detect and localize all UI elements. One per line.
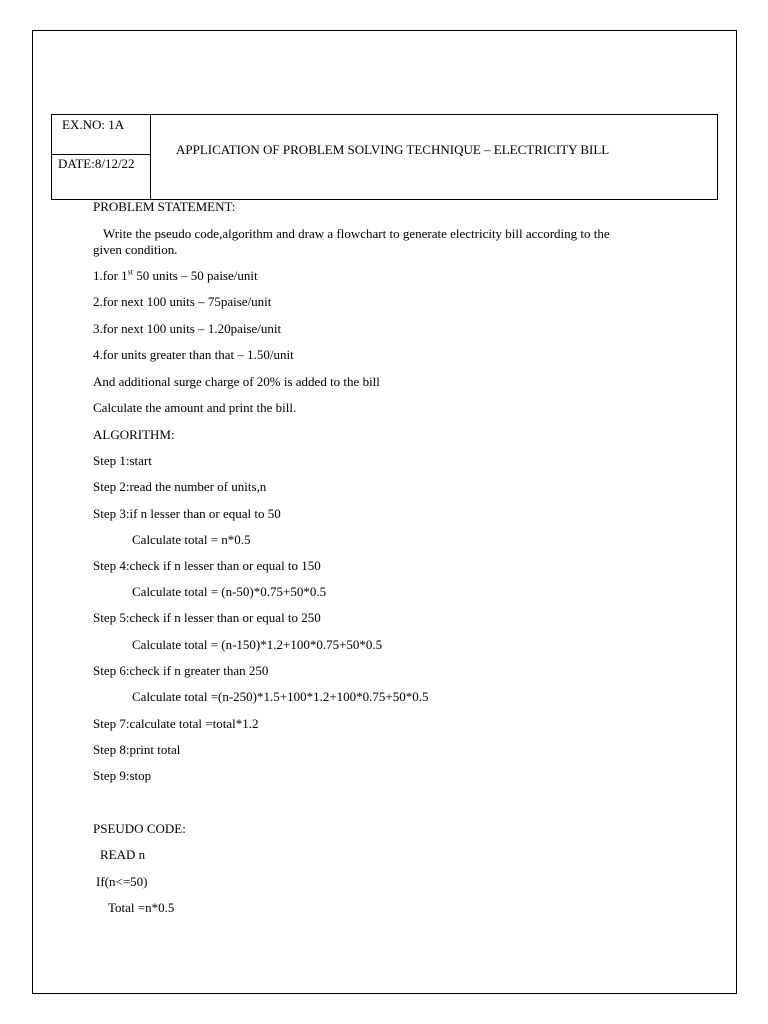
algorithm-step-8: Step 8:print total — [93, 742, 181, 757]
algorithm-step-7: Step 7:calculate total =total*1.2 — [93, 716, 259, 731]
condition-1 — [93, 268, 258, 284]
algorithm-heading: ALGORITHM: — [93, 427, 175, 442]
algorithm-step-3: Step 3:if n lesser than or equal to 50 — [93, 506, 281, 521]
algorithm-step-3-calc: Calculate total = n*0.5 — [132, 532, 251, 547]
problem-intro-line1: Write the pseudo code,algorithm and draw a flowchart to generate electricity bill according to the — [103, 226, 610, 241]
condition-2: 2.for next 100 units – 75paise/unit — [93, 294, 272, 309]
exercise-date: DATE:8/12/22 — [58, 156, 135, 171]
problem-intro-line2: given condition. — [93, 242, 178, 257]
algorithm-step-9: Step 9:stop — [93, 768, 152, 783]
algorithm-step-4: Step 4:check if n lesser than or equal to 150 — [93, 558, 321, 573]
algorithm-step-1: Step 1:start — [93, 453, 152, 468]
exercise-title: APPLICATION OF PROBLEM SOLVING TECHNIQUE – ELECTRICITY BILL — [176, 142, 610, 157]
pseudo-code-heading: PSEUDO CODE: — [93, 821, 186, 836]
condition-4: 4.for units greater than that – 1.50/unit — [93, 347, 294, 362]
header-divider-vertical — [150, 115, 151, 199]
condition-1-prefix: 1.for 1 — [93, 268, 128, 283]
algorithm-step-5-calc: Calculate total = (n-150)*1.2+100*0.75+50*0.5 — [132, 637, 383, 652]
algorithm-step-4-calc: Calculate total = (n-50)*0.75+50*0.5 — [132, 584, 327, 599]
calculate-text: Calculate the amount and print the bill. — [93, 400, 297, 415]
surge-charge-text: And additional surge charge of 20% is added to the bill — [93, 374, 380, 389]
exercise-number: EX.NO: 1A — [62, 117, 125, 132]
pseudo-code-line-1: READ n — [100, 847, 146, 862]
algorithm-step-2: Step 2:read the number of units,n — [93, 479, 267, 494]
condition-1-superscript: st — [127, 267, 134, 277]
header-table — [51, 114, 718, 200]
header-divider-horizontal — [52, 154, 150, 155]
algorithm-step-6-calc: Calculate total =(n-250)*1.5+100*1.2+100*0.75+50*0.5 — [132, 689, 429, 704]
problem-heading: PROBLEM STATEMENT: — [93, 199, 236, 214]
algorithm-step-6: Step 6:check if n greater than 250 — [93, 663, 269, 678]
pseudo-code-line-3: Total =n*0.5 — [108, 900, 175, 915]
condition-3: 3.for next 100 units – 1.20paise/unit — [93, 321, 282, 336]
pseudo-code-line-2: If(n<=50) — [96, 874, 148, 889]
condition-1-suffix: 50 units – 50 paise/unit — [133, 268, 258, 283]
algorithm-step-5: Step 5:check if n lesser than or equal to 250 — [93, 610, 321, 625]
